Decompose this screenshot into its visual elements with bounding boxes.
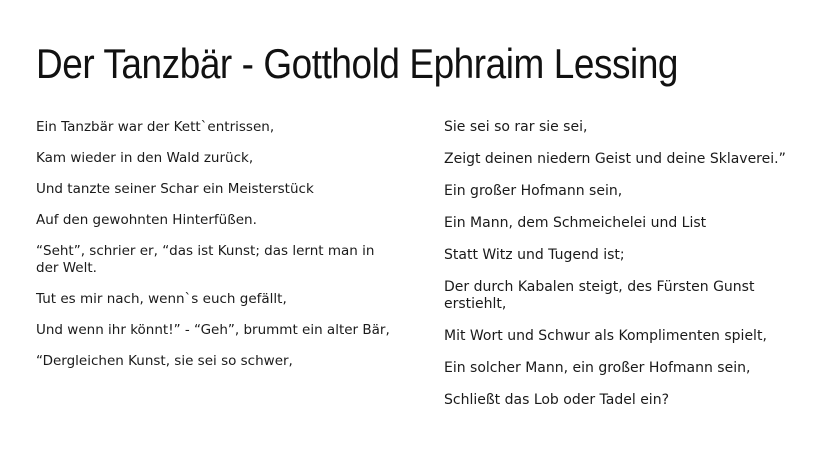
poem-line: “Seht”, schrier er, “das ist Kunst; das lernt man in der Welt. bbox=[36, 243, 375, 276]
poem-line: Sie sei so rar sie sei, bbox=[444, 119, 588, 135]
poem-line: Schließt das Lob oder Tadel ein? bbox=[444, 392, 670, 408]
poem-line: Der durch Kabalen steigt, des Fürsten Gunst erstiehlt, bbox=[444, 279, 755, 312]
poem-line: Und wenn ihr könnt!” - “Geh”, brummt ein alter Bär, bbox=[36, 322, 390, 338]
poem-line: “Dergleichen Kunst, sie sei so schwer, bbox=[36, 353, 293, 369]
poem-column-left bbox=[36, 119, 396, 384]
poem-line: Statt Witz und Tugend ist; bbox=[444, 247, 625, 263]
poem-line: Ein Tanzbär war der Kett`entrissen, bbox=[36, 119, 275, 135]
poem-line: Kam wieder in den Wald zurück, bbox=[36, 150, 254, 166]
poem-line: Ein solcher Mann, ein großer Hofmann sein, bbox=[444, 360, 751, 376]
poem-line: Auf den gewohnten Hinterfüßen. bbox=[36, 212, 257, 228]
poem-line: Zeigt deinen niedern Geist und deine Sklaverei.” bbox=[444, 151, 786, 167]
page-title: Der Tanzbär - Gotthold Ephraim Lessing bbox=[36, 40, 679, 87]
poem-line: Tut es mir nach, wenn`s euch gefällt, bbox=[36, 291, 287, 307]
poem-line: Ein Mann, dem Schmeichelei und List bbox=[444, 215, 707, 231]
poem-line: Und tanzte seiner Schar ein Meisterstück bbox=[36, 181, 314, 197]
poem-column-right bbox=[444, 119, 794, 424]
poem-line: Ein großer Hofmann sein, bbox=[444, 183, 623, 199]
poem-line: Mit Wort und Schwur als Komplimenten spielt, bbox=[444, 328, 767, 344]
